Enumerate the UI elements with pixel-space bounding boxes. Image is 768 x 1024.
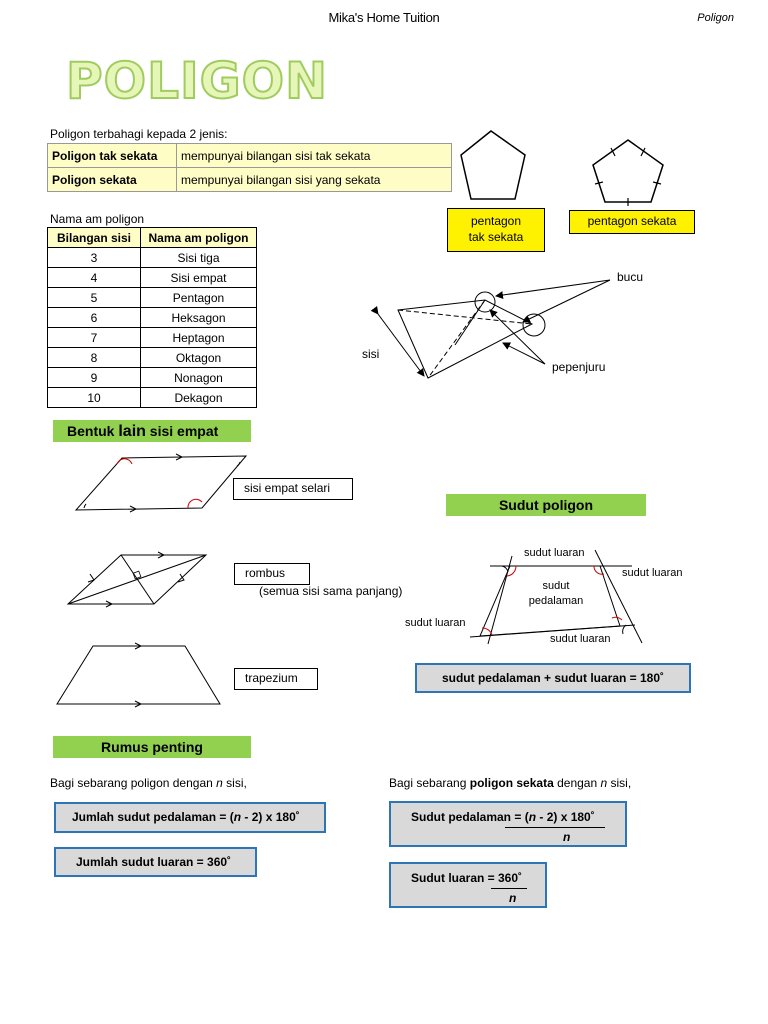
cell-sides: 9 <box>48 368 141 388</box>
types-intro: Poligon terbahagi kepada 2 jenis: <box>50 127 228 141</box>
intro-part: dengan <box>553 776 601 790</box>
header-topic: Poligon <box>697 12 734 24</box>
col-header: Bilangan sisi <box>48 228 141 248</box>
type-desc: mempunyai bilangan sisi tak sekata <box>177 144 452 168</box>
type-name: Poligon sekata <box>48 168 177 192</box>
interior-angle-label <box>528 579 584 609</box>
cell-name: Heptagon <box>141 328 257 348</box>
polygon-types-table <box>47 143 452 192</box>
parallelogram-label: sisi empat selari <box>233 478 353 500</box>
formula-denominator <box>509 890 516 906</box>
regular-pentagon-figure <box>585 132 675 207</box>
exterior-angle-label-left: sudut luaran <box>405 617 466 629</box>
n-variable: n <box>528 810 537 824</box>
n-variable: n <box>563 830 571 844</box>
table-row <box>48 328 257 348</box>
vertex-label: bucu <box>617 270 644 284</box>
regular-pentagon-label: pentagon sekata <box>569 210 695 234</box>
cell-sides: 5 <box>48 288 141 308</box>
fraction-bar <box>505 827 605 828</box>
table-row <box>48 144 452 168</box>
table-header-row <box>48 228 257 248</box>
rhombus-note: (semua sisi sama panjang) <box>259 584 403 598</box>
angles-heading: Sudut poligon <box>446 494 646 516</box>
intro-part: poligon sekata <box>469 776 554 790</box>
cell-sides: 7 <box>48 328 141 348</box>
cell-sides: 8 <box>48 348 141 368</box>
table-row <box>48 248 257 268</box>
n-variable: n <box>233 810 242 824</box>
type-desc: mempunyai bilangan sisi yang sekata <box>177 168 452 192</box>
cell-sides: 4 <box>48 268 141 288</box>
heading-part: sisi empat <box>145 423 219 439</box>
label-line: sudut <box>542 580 570 592</box>
exterior-angle-label-bottom: sudut luaran <box>550 633 611 645</box>
formula-numerator: Sudut luaran = 360˚ <box>411 871 523 885</box>
rhombus-label: rombus <box>234 563 310 585</box>
cell-name: Sisi tiga <box>141 248 257 268</box>
formulas-heading: Rumus penting <box>53 736 251 758</box>
quads-heading <box>53 420 251 442</box>
intro-part: Bagi sebarang poligon dengan <box>50 776 217 790</box>
n-variable: n <box>600 776 608 790</box>
formula-part: - 2) x 180˚ <box>536 810 595 824</box>
intro-part: sisi, <box>607 776 632 790</box>
formula-denominator <box>563 829 570 845</box>
cell-sides: 10 <box>48 388 141 408</box>
n-variable: n <box>216 776 223 790</box>
cell-name: Heksagon <box>141 308 257 328</box>
intro-part: sisi, <box>222 776 247 790</box>
trapezium-figure <box>55 640 225 710</box>
irregular-pentagon-figure <box>455 125 545 205</box>
cell-name: Sisi empat <box>141 268 257 288</box>
n-variable: n <box>509 891 517 905</box>
formula-part: Sudut pedalaman = ( <box>411 810 529 824</box>
cell-name: Pentagon <box>141 288 257 308</box>
rhombus-figure <box>66 550 211 610</box>
sum-interior-formula <box>54 802 326 833</box>
side-label: sisi <box>362 347 380 361</box>
cell-name: Dekagon <box>141 388 257 408</box>
table-row <box>48 348 257 368</box>
exterior-angle-label-top: sudut luaran <box>524 547 585 559</box>
polygon-names-table <box>47 227 257 408</box>
header-site-name: Mika's Home Tuition <box>328 10 440 25</box>
table-row <box>48 168 452 192</box>
page-title: POLIGON <box>66 52 329 110</box>
sum-exterior-formula: Jumlah sudut luaran = 360˚ <box>54 847 257 877</box>
intro-part: Bagi sebarang <box>389 776 470 790</box>
irregular-pentagon-label <box>447 208 545 252</box>
table-row <box>48 368 257 388</box>
diagonal-label: pepenjuru <box>552 360 606 374</box>
names-caption: Nama am poligon <box>50 212 145 226</box>
table-row <box>48 288 257 308</box>
label-line: pentagon <box>470 214 522 228</box>
polygon-parts-diagram <box>360 260 660 390</box>
heading-part: lain <box>118 423 146 440</box>
interior-angle-formula <box>389 801 627 847</box>
table-row <box>48 388 257 408</box>
formula-numerator <box>411 809 625 825</box>
table-row <box>48 268 257 288</box>
cell-sides: 3 <box>48 248 141 268</box>
formula-part: - 2) x 180˚ <box>241 810 300 824</box>
trapezium-label: trapezium <box>234 668 318 690</box>
cell-name: Nonagon <box>141 368 257 388</box>
col-header: Nama am poligon <box>141 228 257 248</box>
parallelogram-figure <box>70 450 255 520</box>
angle-sum-rule: sudut pedalaman + sudut luaran = 180˚ <box>415 663 691 693</box>
heading-part: Bentuk <box>67 423 119 439</box>
formula-part: Jumlah sudut pedalaman = ( <box>72 810 234 824</box>
label-line: tak sekata <box>468 230 524 244</box>
formulas-right-intro <box>389 776 631 790</box>
cell-sides: 6 <box>48 308 141 328</box>
formulas-left-intro <box>50 776 247 790</box>
fraction-bar <box>491 888 527 889</box>
cell-name: Oktagon <box>141 348 257 368</box>
exterior-angle-formula <box>389 862 547 908</box>
exterior-angle-label-right: sudut luaran <box>622 567 683 579</box>
label-line: pedalaman <box>528 595 584 607</box>
type-name: Poligon tak sekata <box>48 144 177 168</box>
table-row <box>48 308 257 328</box>
